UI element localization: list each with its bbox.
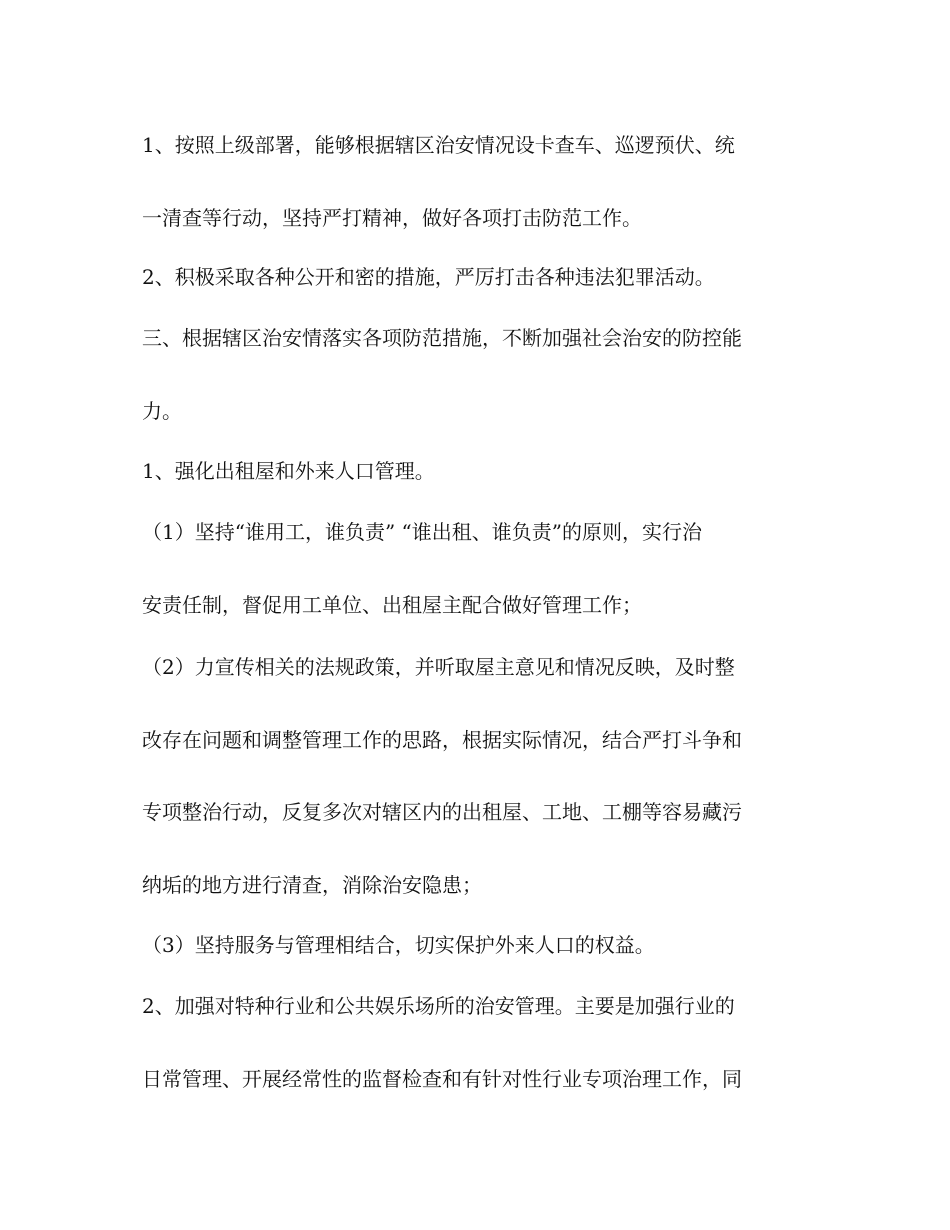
text-line: （2）力宣传相关的法规政策，并听取屋主意见和情况反映，及时整 <box>142 655 735 679</box>
text-line: 1、强化出租屋和外来人口管理。 <box>142 459 435 483</box>
text-line: 2、积极采取各种公开和密的措施，严厉打击各种违法犯罪活动。 <box>142 265 715 289</box>
text-line: 2、加强对特种行业和公共娱乐场所的治安管理。主要是加强行业的 <box>142 994 735 1018</box>
text-line: 纳垢的地方进行清查，消除治安隐患； <box>142 873 482 897</box>
text-line: 安责任制，督促用工单位、出租屋主配合做好管理工作； <box>142 593 642 617</box>
text-line: 力。 <box>142 399 182 423</box>
text-line: （3）坚持服务与管理相结合，切实保护外来人口的权益。 <box>142 933 655 957</box>
text-line: 专项整治行动，反复多次对辖区内的出租屋、工地、工棚等容易藏污 <box>142 800 742 824</box>
text-line: 三、根据辖区治安情落实各项防范措施，不断加强社会治安的防控能 <box>142 326 742 350</box>
text-line: 改存在问题和调整管理工作的思路，根据实际情况，结合严打斗争和 <box>142 728 742 752</box>
text-line: 1、按照上级部署，能够根据辖区治安情况设卡查车、巡逻预伏、统 <box>142 133 735 157</box>
text-line: 一清查等行动，坚持严打精神，做好各项打击防范工作。 <box>142 206 642 230</box>
text-line: 日常管理、开展经常性的监督检查和有针对性行业专项治理工作，同 <box>142 1067 742 1091</box>
text-line: （1）坚持“谁用工，谁负责” “谁出租、谁负责”的原则，实行治 <box>142 520 702 544</box>
